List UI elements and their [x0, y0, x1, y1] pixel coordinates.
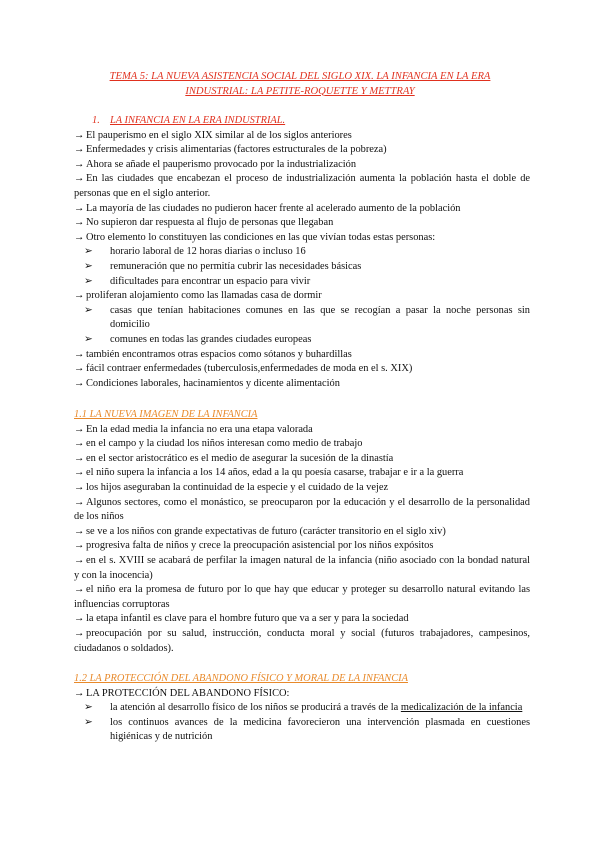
arrow-icon: → [74, 525, 85, 537]
arrow-icon: → [74, 627, 85, 639]
list-item: → en el s. XVIII se acabará de perfilar la imagen natural de la infancia (niño asociado con la bondad natural y con la inocencia) [74, 554, 530, 581]
bullet-icon: ➢ [84, 716, 93, 728]
list-item: → la etapa infantil es clave para el hombre futuro que va a ser y para la sociedad [74, 612, 530, 627]
list-item: → Otro elemento lo constituyen las condiciones en las que vivían todas estas personas: [74, 231, 530, 246]
underlined-term: medicalización de la infancia [400, 702, 523, 714]
bullet-icon: ➢ [84, 275, 93, 287]
title-line-1: TEMA 5: LA NUEVA ASISTENCIA SOCIAL DEL SIGLO XIX. LA INFANCIA EN LA ERA [109, 71, 491, 82]
bullet-icon: ➢ [84, 246, 93, 258]
protection-intro: LA PROTECCIÓN DEL ABANDONO FÍSICO: [86, 687, 290, 699]
list-item: → el niño supera la infancia a los 14 años, edad a la qu poesía casarse, trabajar e ir a la guerra [74, 466, 530, 481]
list-item: → preocupación por su salud, instrucción, conducta moral y social (futuros trabajadores, campesinos, ciudadanos o soldados). [74, 627, 530, 654]
arrow-icon: → [74, 452, 85, 464]
list-item: → En las ciudades que encabezan el proceso de industrialización aumenta la población hasta el doble de personas que en el siglo anterior. [74, 173, 530, 199]
arrow-icon: → [74, 423, 85, 435]
bullet-icon: ➢ [84, 702, 93, 714]
arrow-icon: → [74, 467, 85, 479]
bullet-icon: ➢ [84, 333, 93, 345]
sub-list-item: ➢ la atención al desarrollo físico de los niños se producirá a través de la medicalización de la infancia [74, 701, 530, 716]
section-1-heading-text: LA INFANCIA EN LA ERA INDUSTRIAL. [110, 115, 286, 126]
list-item: → el niño era la promesa de futuro por lo que hay que educar y proteger su desarrollo natural evitando las influencias corruptoras [74, 584, 530, 610]
arrow-icon: → [74, 348, 85, 360]
list-item: → en el campo y la ciudad los niños interesan como medio de trabajo [74, 437, 530, 452]
list-item: → No supieron dar respuesta al flujo de personas que llegaban [74, 216, 530, 231]
section-1-1-heading: 1.1 LA NUEVA IMAGEN DE LA INFANCIA [74, 409, 258, 420]
section-1-heading [92, 114, 530, 129]
section-infancia-era-industrial [74, 114, 530, 391]
arrow-icon: → [74, 540, 85, 552]
list-item: → fácil contraer enfermedades (tuberculosis,enfermedades de moda en el s. XIX) [74, 362, 530, 377]
arrow-icon: → [74, 687, 85, 699]
arrow-icon: → [74, 377, 85, 389]
list-item: → La mayoría de las ciudades no pudieron hacer frente al acelerado aumento de la población [74, 202, 530, 217]
list-item: → Algunos sectores, como el monástico, se preocuparon por la educación y el desarrollo de la personalidad de los niños [74, 496, 530, 523]
arrow-icon: → [74, 129, 85, 141]
arrow-icon: → [74, 496, 85, 508]
arrow-icon: → [74, 554, 85, 566]
sub-list-item: ➢ los continuos avances de la medicina favorecieron una intervención plasmada en cuestiones higiénicas y de nutrición [84, 716, 530, 743]
arrow-icon: → [74, 202, 85, 214]
sub-list-item: ➢ remuneración que no permitía cubrir las necesidades básicas [74, 260, 530, 275]
arrow-icon: → [74, 481, 85, 493]
arrow-icon: → [74, 290, 85, 302]
sub-list-item: ➢ dificultades para encontrar un espacio para vivir [74, 275, 530, 290]
list-item: → progresiva falta de niños y crece la preocupación asistencial por los niños expósitos [74, 539, 530, 554]
list-item: → en el sector aristocrático es el medio de asegurar la sucesión de la dinastía [74, 452, 530, 467]
list-item: → Condiciones laborales, hacinamientos y dicente alimentación [74, 377, 530, 392]
arrow-icon: → [74, 363, 85, 375]
title-line-2: INDUSTRIAL: LA PETITE-ROQUETTE Y METTRAY [185, 85, 415, 97]
section-proteccion-abandono [74, 672, 530, 745]
list-item: → Enfermedades y crisis alimentarias (factores estructurales de la pobreza) [74, 143, 530, 158]
arrow-icon: → [74, 144, 85, 156]
list-item: → los hijos aseguraban la continuidad de la especie y el cuidado de la vejez [74, 481, 530, 496]
arrow-icon: → [74, 613, 85, 625]
sub-list-item: ➢ horario laboral de 12 horas diarias o incluso 16 [74, 245, 530, 260]
arrow-icon: → [74, 438, 85, 450]
list-item: → El pauperismo en el siglo XIX similar al de los siglos anteriores [74, 129, 530, 144]
arrow-icon: → [74, 217, 85, 229]
document-title [60, 70, 540, 99]
list-item: → también encontramos otras espacios como sótanos y buhardillas [74, 348, 530, 363]
section-1-number: 1. [92, 115, 100, 126]
arrow-icon: → [74, 584, 85, 596]
bullet-icon: ➢ [84, 304, 93, 316]
list-item [74, 687, 530, 702]
list-item: → se ve a los niños con grande expectativas de futuro (carácter transitorio en el siglo xiv) [74, 525, 530, 540]
arrow-icon: → [74, 231, 85, 243]
arrow-icon: → [74, 158, 85, 170]
section-1-2-heading: 1.2 LA PROTECCIÓN DEL ABANDONO FÍSICO Y MORAL DE LA INFANCIA [74, 673, 408, 684]
list-item: → En la edad media la infancia no era una etapa valorada [74, 423, 530, 438]
section-nueva-imagen-infancia [74, 408, 530, 656]
list-item: → proliferan alojamiento como las llamadas casa de dormir [74, 289, 530, 304]
arrow-icon: → [74, 173, 85, 185]
list-item: → Ahora se añade el pauperismo provocado por la industrialización [74, 158, 530, 173]
sub-list-item: ➢ casas que tenían habitaciones comunes en las que se recogían a pasar la noche personas sin domicilio [84, 304, 530, 331]
sub-list-item: ➢ comunes en todas las grandes ciudades europeas [74, 333, 530, 348]
bullet-icon: ➢ [84, 260, 93, 272]
